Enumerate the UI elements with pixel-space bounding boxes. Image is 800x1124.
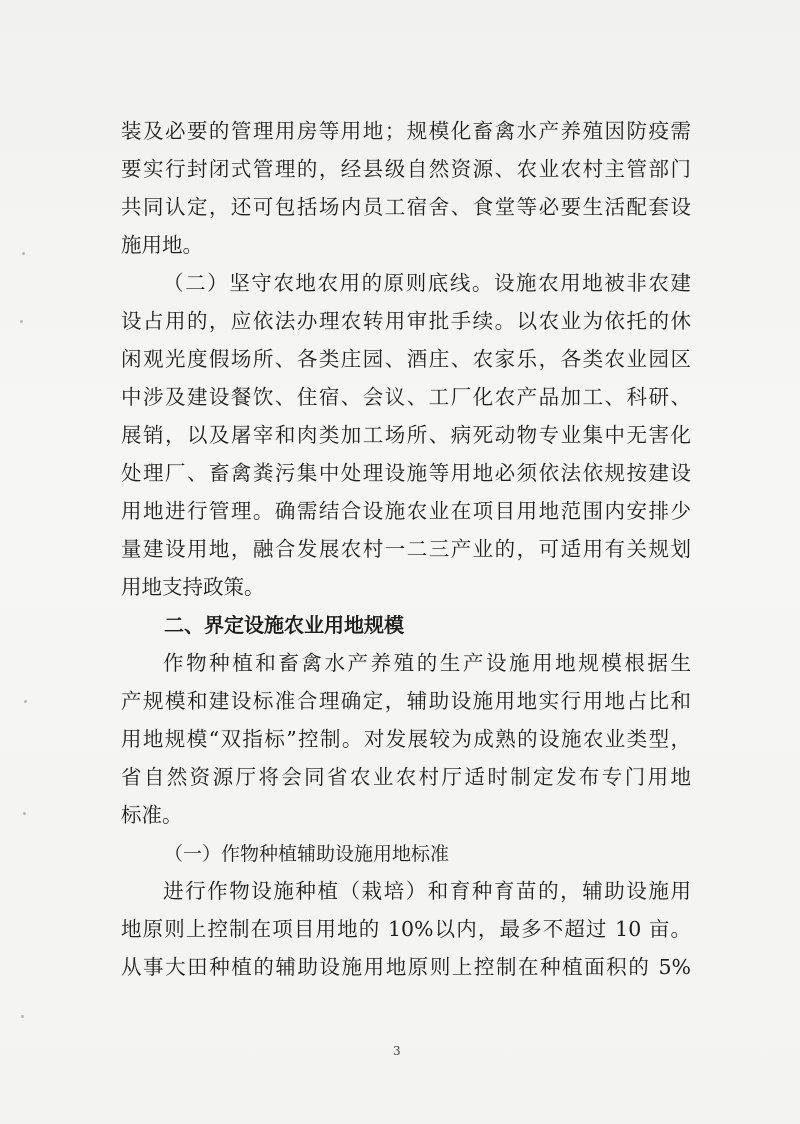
scan-speck bbox=[20, 320, 23, 323]
text-line-11: 用地进行管理。确需结合设施农业在项目用地范围内安排少 bbox=[121, 499, 691, 523]
text-line-3: 共同认定，还可包括场内员工宿舍、食堂等必要生活配套设 bbox=[121, 195, 691, 219]
text-line-4: 施用地。 bbox=[121, 233, 203, 257]
text-line-18: 省自然资源厅将会同省农业农村厅适时制定发布专门用地 bbox=[121, 765, 691, 789]
text-line-2: 要实行封闭式管理的，经县级自然资源、农业农村主管部门 bbox=[121, 157, 691, 181]
text-line-10: 处理厂、畜禽粪污集中处理设施等用地必须依法依规按建设 bbox=[121, 461, 691, 485]
text-line-22: 地原则上控制在项目用地的 10%以内，最多不超过 10 亩。 bbox=[121, 917, 691, 941]
scan-speck bbox=[24, 700, 27, 703]
text-line-9: 展销，以及屠宰和肉类加工场所、病死动物专业集中无害化 bbox=[121, 423, 691, 447]
text-line-16: 产规模和建设标准合理确定，辅助设施用地实行用地占比和 bbox=[121, 689, 691, 713]
section-heading: 二、界定设施农业用地规模 bbox=[164, 613, 404, 637]
page-number: 3 bbox=[393, 1044, 401, 1058]
text-line-6: 设占用的，应依法办理农转用审批手续。以农业为依托的休 bbox=[121, 309, 691, 333]
text-line-15: 作物种植和畜禽水产养殖的生产设施用地规模根据生 bbox=[163, 651, 691, 675]
text-line-12: 量建设用地，融合发展农村一二三产业的，可适用有关规划 bbox=[121, 537, 691, 561]
text-line-1: 装及必要的管理用房等用地；规模化畜禽水产养殖因防疫需 bbox=[121, 119, 691, 143]
scan-speck bbox=[22, 252, 25, 255]
text-line-19: 标准。 bbox=[121, 803, 183, 827]
scan-speck bbox=[23, 812, 26, 815]
text-line-13: 用地支持政策。 bbox=[121, 575, 265, 599]
text-line-7: 闲观光度假场所、各类庄园、酒庄、农家乐，各类农业园区 bbox=[121, 347, 691, 371]
text-line-5: （二）坚守农地农用的原则底线。设施农用地被非农建 bbox=[163, 271, 691, 295]
subsection-heading: （一）作物种植辅助设施用地标准 bbox=[164, 843, 450, 865]
text-line-8: 中涉及建设餐饮、住宿、会议、工厂化农产品加工、科研、 bbox=[121, 385, 691, 409]
text-line-23: 从事大田种植的辅助设施用地原则上控制在种植面积的 5% bbox=[121, 955, 691, 979]
scan-speck bbox=[21, 1015, 24, 1018]
text-line-17: 用地规模“双指标”控制。对发展较为成熟的设施农业类型， bbox=[121, 727, 691, 751]
text-line-21: 进行作物设施种植（栽培）和育种育苗的，辅助设施用 bbox=[163, 879, 691, 903]
